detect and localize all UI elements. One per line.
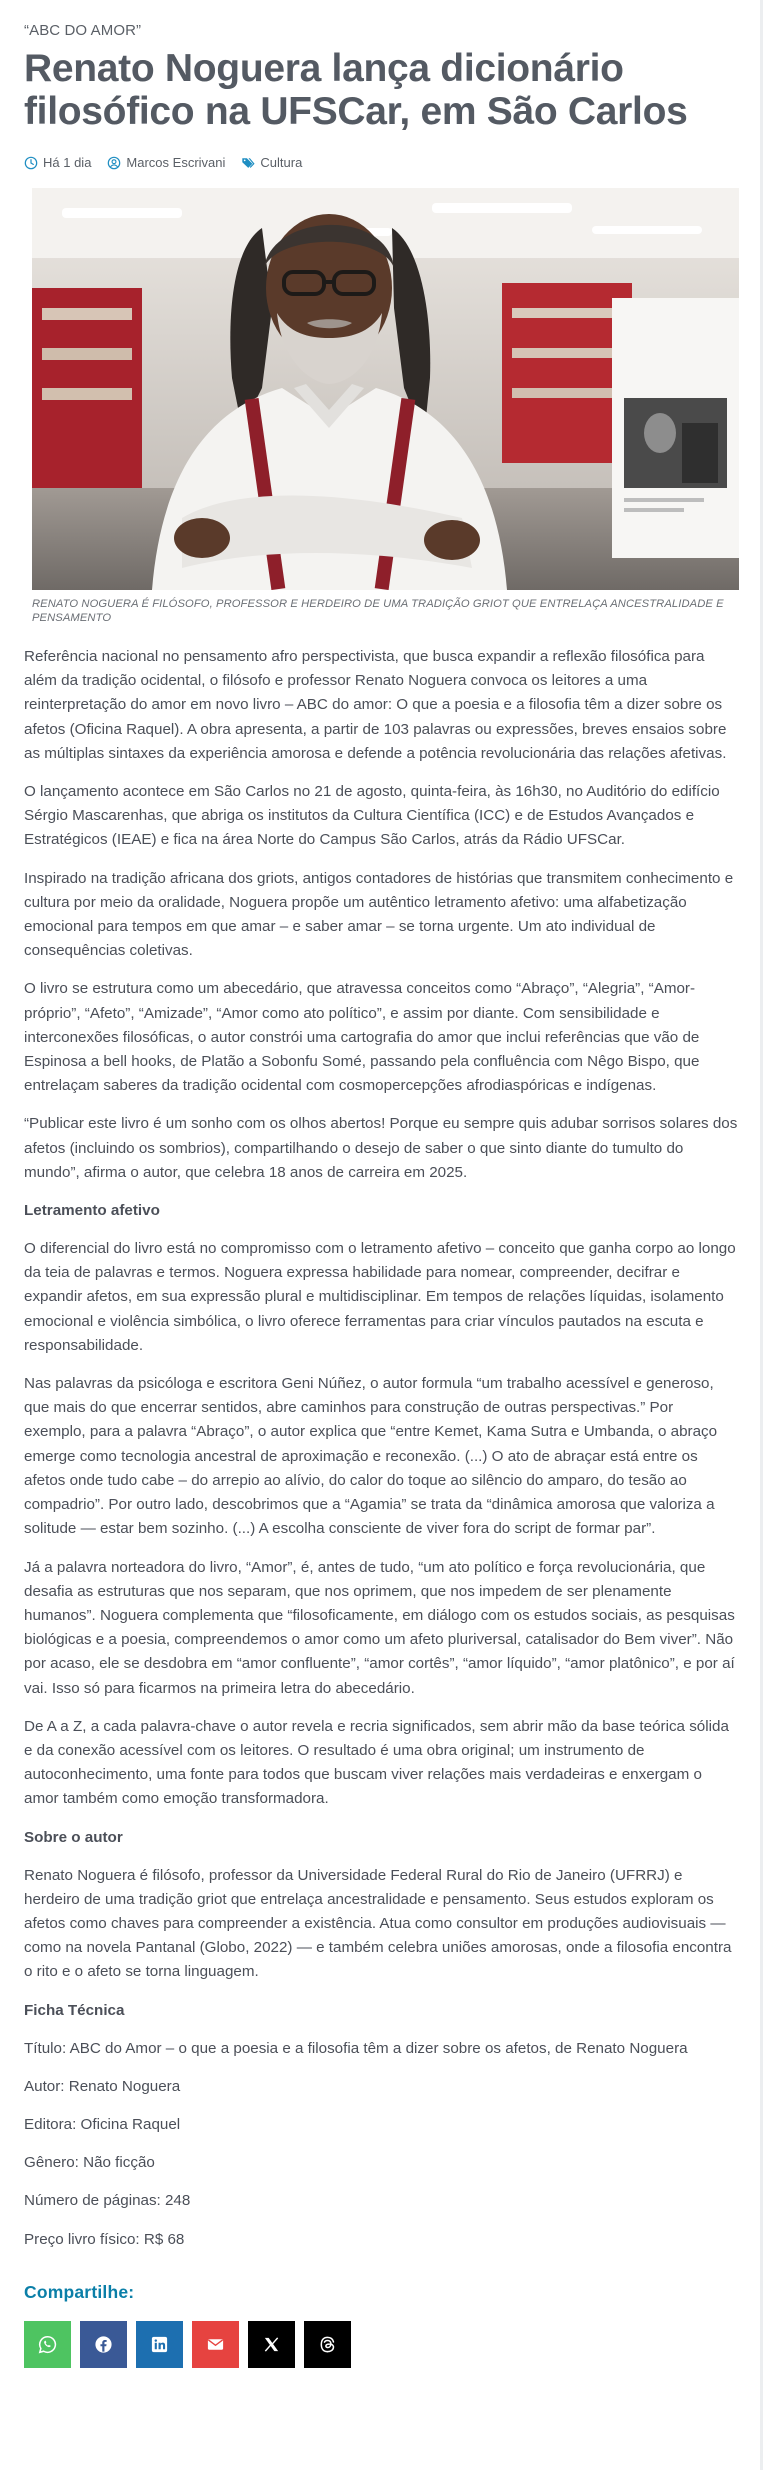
tags-icon: [241, 156, 255, 170]
image-caption: RENATO NOGUERA É FILÓSOFO, PROFESSOR E HERDEIRO DE UMA TRADIÇÃO GRIOT QUE ENTRELAÇA ANCESTRALIDADE E PENSAMENTO: [32, 598, 724, 624]
meta-category-label[interactable]: Cultura: [260, 155, 303, 170]
article-figure: [32, 188, 731, 625]
paragraph: Nas palavras da psicóloga e escritora Geni Núñez, o autor formula “um trabalho acessível e generoso, que mais do que encerrar sentidos, abre caminhos para construção de outras perspectivas.” Por exemplo, para a palavra “Abraço”, o autor explica que “entre Kemet, Kama Sutra e Umbanda, o abraço emerge como tecnologia ancestral de aproximação e reconexão. (...) O ato de abraçar está entre os afetos onde tudo cabe – do arrepio ao alívio, do calor do toque ao silêncio do amparo, do tesão ao compadrio”. Por outro lado, descobrimos que a “Agamia” se trata da “dinâmica amorosa que valoriza a solitude — estar bem sozinho. (...) A escolha consciente de viver fora do script de formar par”.: [24, 1375, 718, 1538]
ficha-item-genero: Gênero: Não ficção: [24, 2154, 155, 2172]
facebook-icon: [94, 2335, 113, 2354]
meta-time: [24, 155, 91, 170]
article-meta: [24, 155, 739, 170]
section-heading-letramento: Letramento afetivo: [24, 1202, 160, 1220]
paragraph: O livro se estrutura como um abecedário, que atravessa conceitos como “Abraço”, “Alegria”, “Amor-próprio”, “Afeto”, “Amizade”, “Amor como ato político”, e assim por diante. Com sensibilidade e interconexões filosóficas, o autor constrói uma cartografia do amor que inclui referências que vão de Espinosa a bell hooks, de Platão a Sobonfu Somé, passando pela confluência com Nêgo Bispo, que entrelaçam saberes da tradição ocidental com cosmopercepções afrodiaspóricas e indígenas.: [24, 980, 700, 1095]
linkedin-icon: [150, 2335, 169, 2354]
meta-time-label: Há 1 dia: [43, 155, 92, 170]
article-photo: [32, 188, 739, 590]
section-heading-ficha-tecnica: Ficha Técnica: [24, 2001, 125, 2019]
paragraph: Renato Noguera é filósofo, professor da Universidade Federal Rural do Rio de Janeiro (UFRRJ) e herdeiro de uma tradição griot que entrelaça ancestralidade e pensamento. Seus estudos exploram os afetos como chaves para compreender a existência. Atua como consultor em produções audiovisuais — como na novela Pantanal (Globo, 2022) — e também celebra uniões amorosas, onde a filosofia encontra o rito e o afeto se torna linguagem.: [24, 1866, 732, 1981]
user-circle-icon: [107, 156, 121, 170]
paragraph: O lançamento acontece em São Carlos no 21 de agosto, quinta-feira, às 16h30, no Auditório do edifício Sérgio Mascarenhas, que abriga os institutos da Cultura Científica (ICC) e de Estudos Avançados e Estratégicos (IEAE) e fica na área Norte do Campus São Carlos, atrás da Rádio UFSCar.: [24, 783, 720, 849]
x-icon: [262, 2335, 281, 2354]
share-email-button[interactable]: [192, 2321, 239, 2368]
article-title: Renato Noguera lança dicionário filosófico na UFSCar, em São Carlos: [24, 47, 688, 133]
ficha-item-autor: Autor: Renato Noguera: [24, 2077, 181, 2095]
meta-author-label[interactable]: Marcos Escrivani: [126, 155, 226, 170]
share-facebook-button[interactable]: [80, 2321, 127, 2368]
paragraph: Inspirado na tradição africana dos griots, antigos contadores de histórias que transmitem conhecimento e cultura por meio da oralidade, Noguera propõe um autêntico letramento afetivo: uma alfabetização emocional para tempos em que amar – e saber amar – se torna urgente. Um ato individual de consequências coletivas.: [24, 869, 734, 960]
threads-icon: [318, 2335, 337, 2354]
ficha-item-editora: Editora: Oficina Raquel: [24, 2115, 181, 2133]
email-icon: [206, 2335, 225, 2354]
share-x-button[interactable]: [248, 2321, 295, 2368]
article-kicker: “ABC DO AMOR”: [24, 22, 142, 39]
paragraph: Já a palavra norteadora do livro, “Amor”, é, antes de tudo, “um ato político e força revolucionária, que desafia as estruturas que nos separam, que nos oprimem, que nos impedem de ser plenamente humanos”. Noguera complementa que “filosoficamente, em diálogo com os estudos sociais, as pesquisas biológicas e a poesia, compreendemos o amor como um afeto pluriversal, catalisador do Bem viver”. Não por acaso, ele se desdobra em “amor confluente”, “amor cortês”, “amor líquido”, “amor platônico”, e por aí vai. Isso só para ficarmos na primeira letra do abecedário.: [24, 1558, 735, 1697]
paragraph: Referência nacional no pensamento afro perspectivista, que busca expandir a reflexão filosófica para além da tradição ocidental, o filósofo e professor Renato Noguera convoca os leitores a uma reinterpretação do amor em novo livro – ABC do amor: O que a poesia e a filosofia têm a dizer sobre os afetos (Oficina Raquel). A obra apresenta, a partir de 103 palavras ou expressões, breves ensaios sobre as múltiplas sintaxes da experiência amorosa e defende a potência revolucionária das relações afetivas.: [24, 648, 727, 762]
section-heading-sobre-autor: Sobre o autor: [24, 1828, 123, 1846]
share-linkedin-button[interactable]: [136, 2321, 183, 2368]
clock-icon: [24, 156, 38, 170]
paragraph: “Publicar este livro é um sonho com os olhos abertos! Porque eu sempre quis adubar sorrisos solares dos afetos (incluindo os sombrios), compartilhando o desejo de saber o que sinto diante do tumulto do mundo”, afirma o autor, que celebra 18 anos de carreira em 2025.: [24, 1115, 738, 1181]
meta-author[interactable]: [107, 155, 225, 170]
meta-category[interactable]: [241, 155, 302, 170]
ficha-item-paginas: Número de páginas: 248: [24, 2192, 191, 2210]
share-threads-button[interactable]: [304, 2321, 351, 2368]
whatsapp-icon: [38, 2335, 57, 2354]
paragraph: O diferencial do livro está no compromisso com o letramento afetivo – conceito que ganha corpo ao longo da teia de palavras e termos. Noguera expressa habilidade para nomear, compreender, decifrar e expandir afetos, em sua expressão plural e multidisciplinar. Em tempos de relações líquidas, isolamento emocional e violência simbólica, o livro oferece ferramentas para criar vínculos pautados na escuta e responsabilidade.: [24, 1240, 736, 1354]
paragraph: De A a Z, a cada palavra-chave o autor revela e recria significados, sem abrir mão da base teórica sólida e da conexão acessível com os leitores. O resultado é uma obra original; um instrumento de autoconhecimento, uma fonte para todos que buscam viver relações mais verdadeiras e enxergam o amor também como emoção transformadora.: [24, 1717, 729, 1808]
share-buttons: [24, 2321, 739, 2368]
share-whatsapp-button[interactable]: [24, 2321, 71, 2368]
share-title: Compartilhe:: [24, 2281, 135, 2302]
article-body: [24, 645, 739, 2252]
ficha-item-preco: Preço livro físico: R$ 68: [24, 2230, 185, 2248]
ficha-item-titulo: Título: ABC do Amor – o que a poesia e a filosofia têm a dizer sobre os afetos, de Renato Noguera: [24, 2039, 688, 2057]
